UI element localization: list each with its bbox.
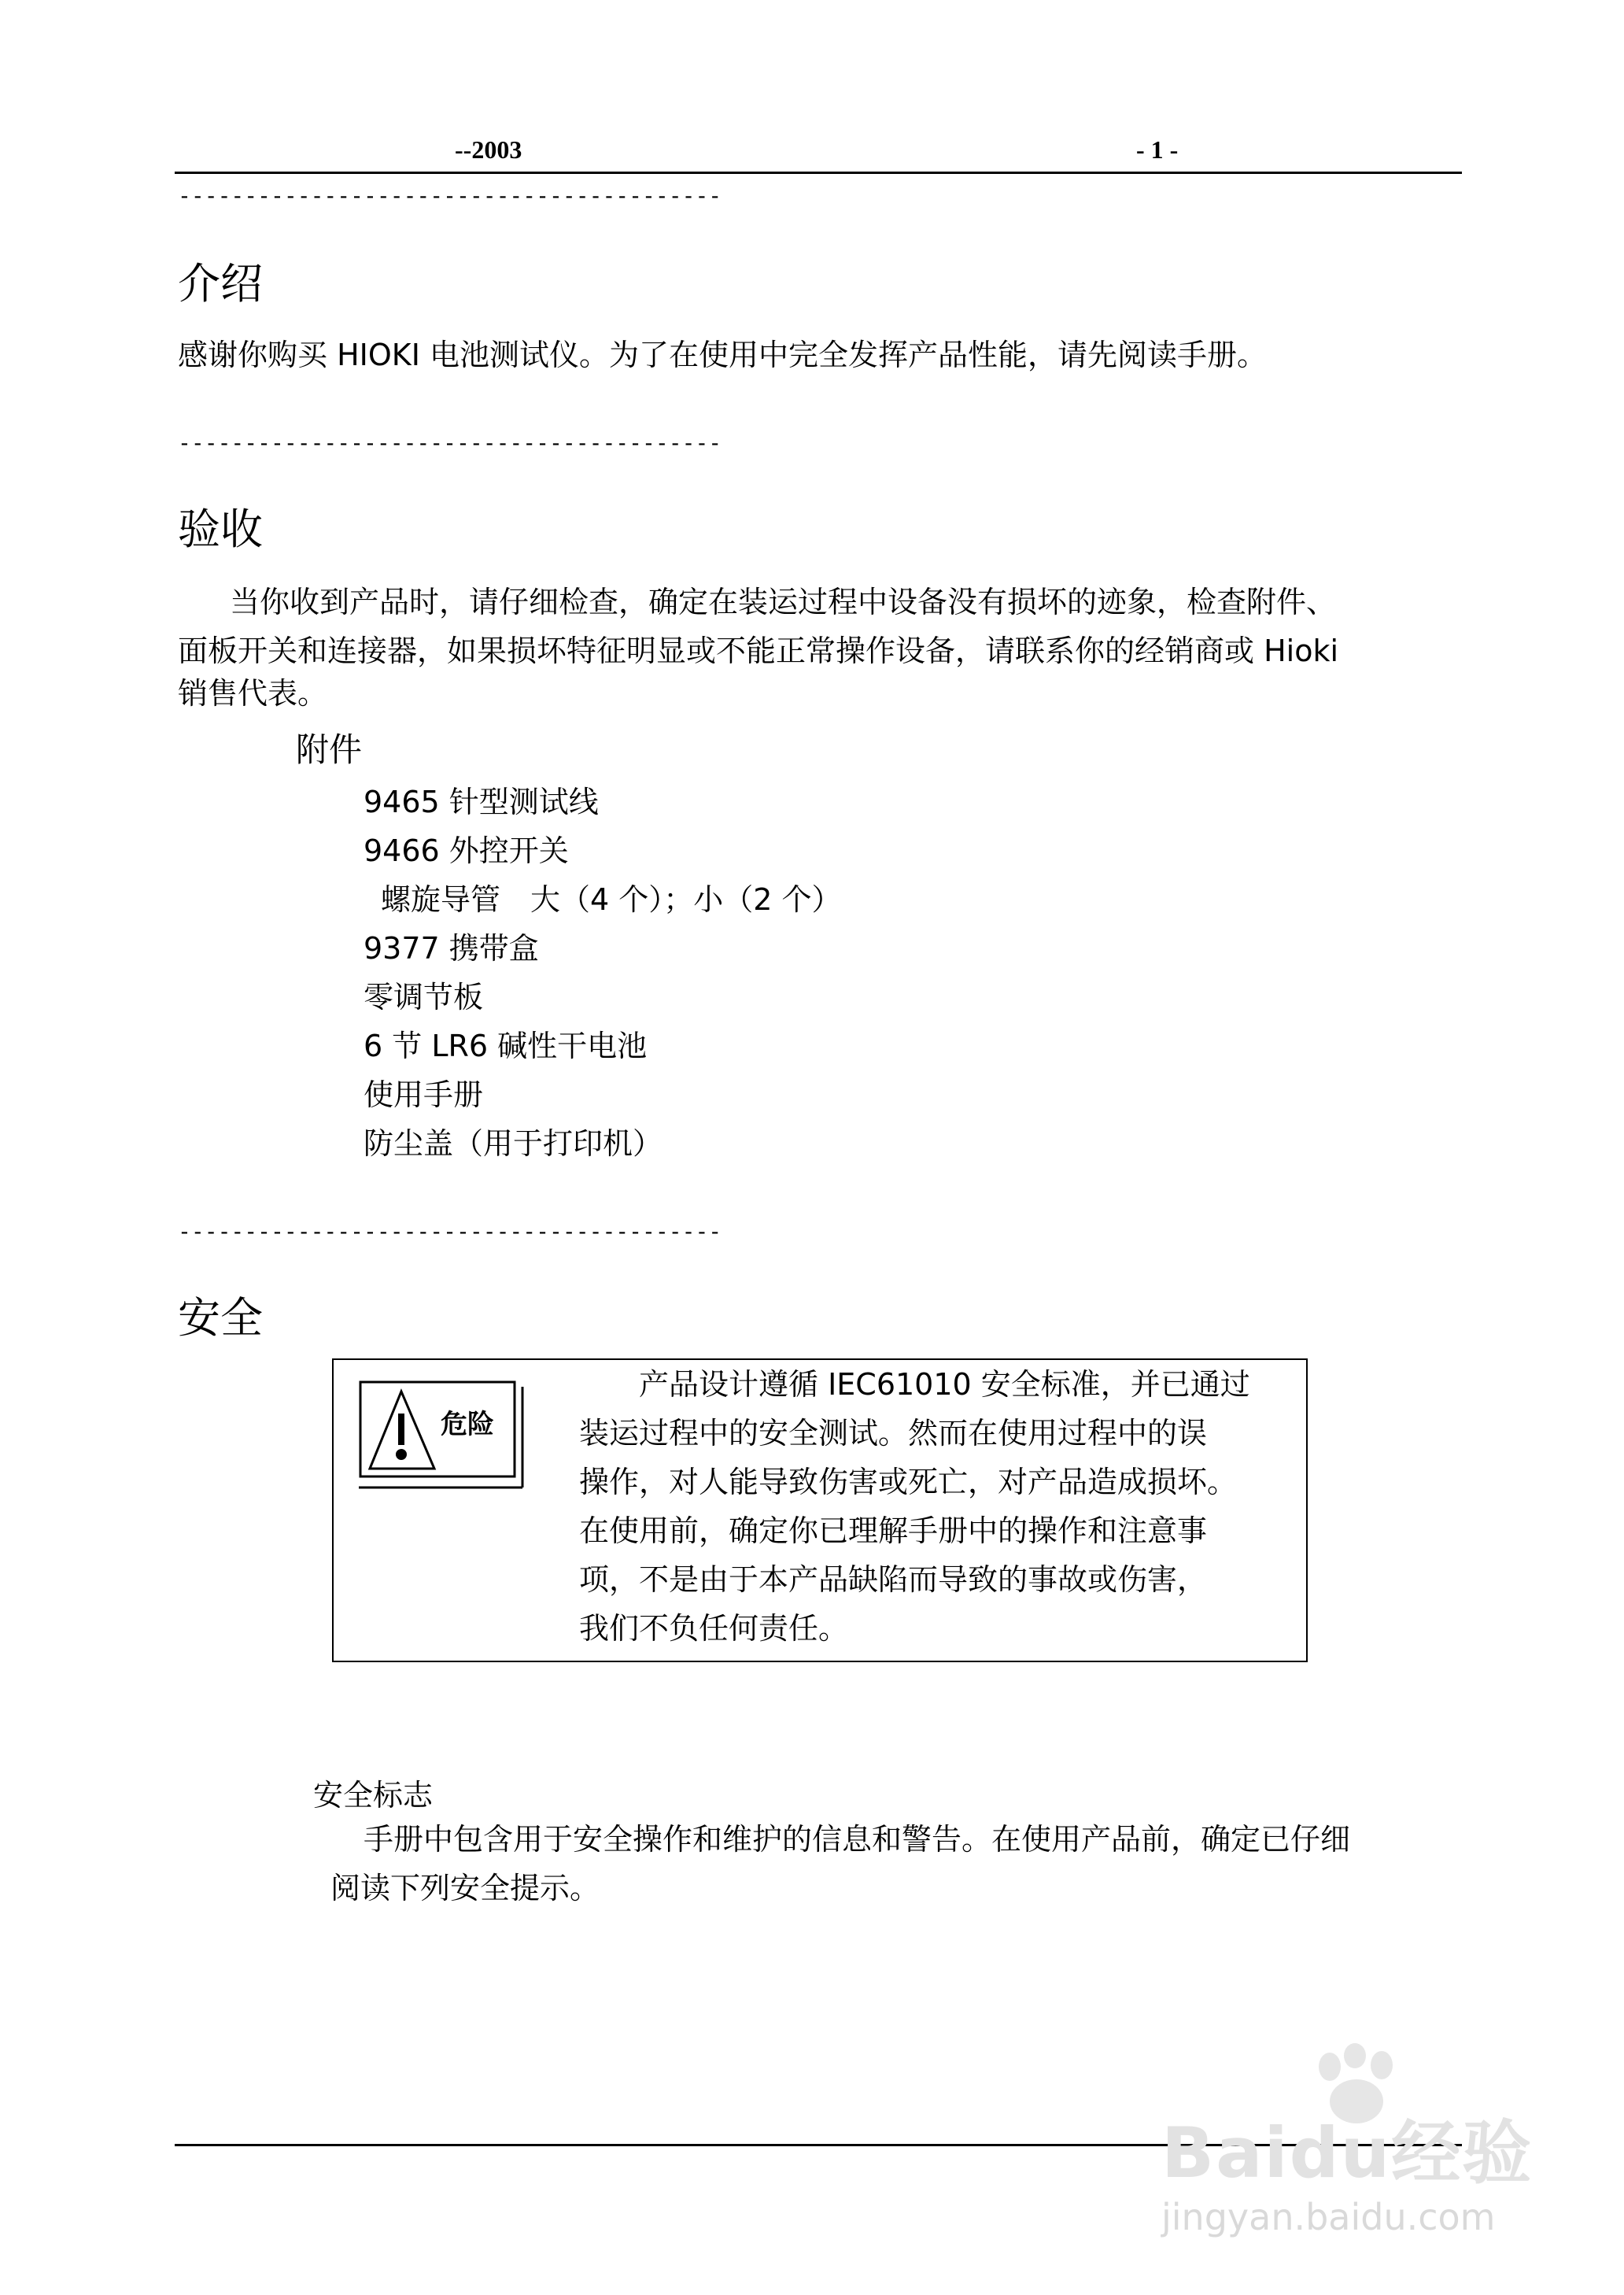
accessories-title: 附件 (296, 730, 363, 769)
section-divider: ----------------------------------------- (178, 183, 722, 209)
danger-notice-line: 项，不是由于本产品缺陷而导致的事故或伤害， (579, 1562, 1208, 1597)
accessory-item: 防尘盖（用于打印机） (364, 1126, 663, 1161)
danger-notice-text (579, 1360, 1303, 1653)
acceptance-line-3: 销售代表。 (178, 676, 328, 711)
accessory-item: 零调节板 (364, 980, 484, 1014)
accessory-item: 9377 携带盒 (364, 931, 539, 966)
acceptance-title: 验收 (178, 504, 263, 554)
accessory-item: 9465 针型测试线 (364, 785, 599, 819)
header-page-number: - 1 - (1136, 135, 1179, 164)
section-divider: ----------------------------------------- (178, 1218, 722, 1244)
header-year: --2003 (455, 135, 522, 164)
accessory-item: 6 节 LR6 碱性干电池 (364, 1029, 648, 1063)
danger-label: 危险 (441, 1409, 494, 1440)
danger-notice-line: 产品设计遵循 IEC61010 安全标准，并已通过 (579, 1367, 1250, 1402)
safety-title: 安全 (178, 1293, 263, 1343)
danger-notice-line: 在使用前，确定你已理解手册中的操作和注意事 (579, 1513, 1208, 1548)
header-rule (175, 172, 1462, 174)
safety-marks-line-1: 手册中包含用于安全操作和维护的信息和警告。在使用产品前，确定已仔细 (364, 1822, 1351, 1857)
accessory-item: 9466 外控开关 (364, 833, 569, 868)
accessory-item: 螺旋导管 大（4 个）；小（2 个） (381, 882, 842, 917)
intro-text: 感谢你购买 HIOKI 电池测试仪。为了在使用中完全发挥产品性能，请先阅读手册。 (178, 338, 1267, 372)
acceptance-line-2: 面板开关和连接器，如果损坏特征明显或不能正常操作设备，请联系你的经销商或 Hioki (178, 634, 1339, 668)
intro-title: 介绍 (178, 259, 263, 309)
danger-notice-line: 我们不负任何责任。 (579, 1611, 849, 1646)
accessory-item: 使用手册 (364, 1077, 484, 1112)
section-divider: ----------------------------------------- (178, 430, 722, 456)
safety-marks-line-2: 阅读下列安全提示。 (330, 1871, 600, 1905)
watermark-url: jingyan.baidu.com (1161, 2196, 1496, 2238)
acceptance-line-1: 当你收到产品时，请仔细检查，确定在装运过程中设备没有损坏的迹象，检查附件、 (230, 585, 1337, 619)
danger-notice-line: 装运过程中的安全测试。然而在使用过程中的误 (579, 1416, 1208, 1451)
watermark-brand: Baidu经验 (1161, 2112, 1534, 2193)
danger-notice-line: 操作，对人能导致伤害或死亡，对产品造成损坏。 (579, 1465, 1238, 1499)
safety-marks-title: 安全标志 (313, 1778, 434, 1813)
